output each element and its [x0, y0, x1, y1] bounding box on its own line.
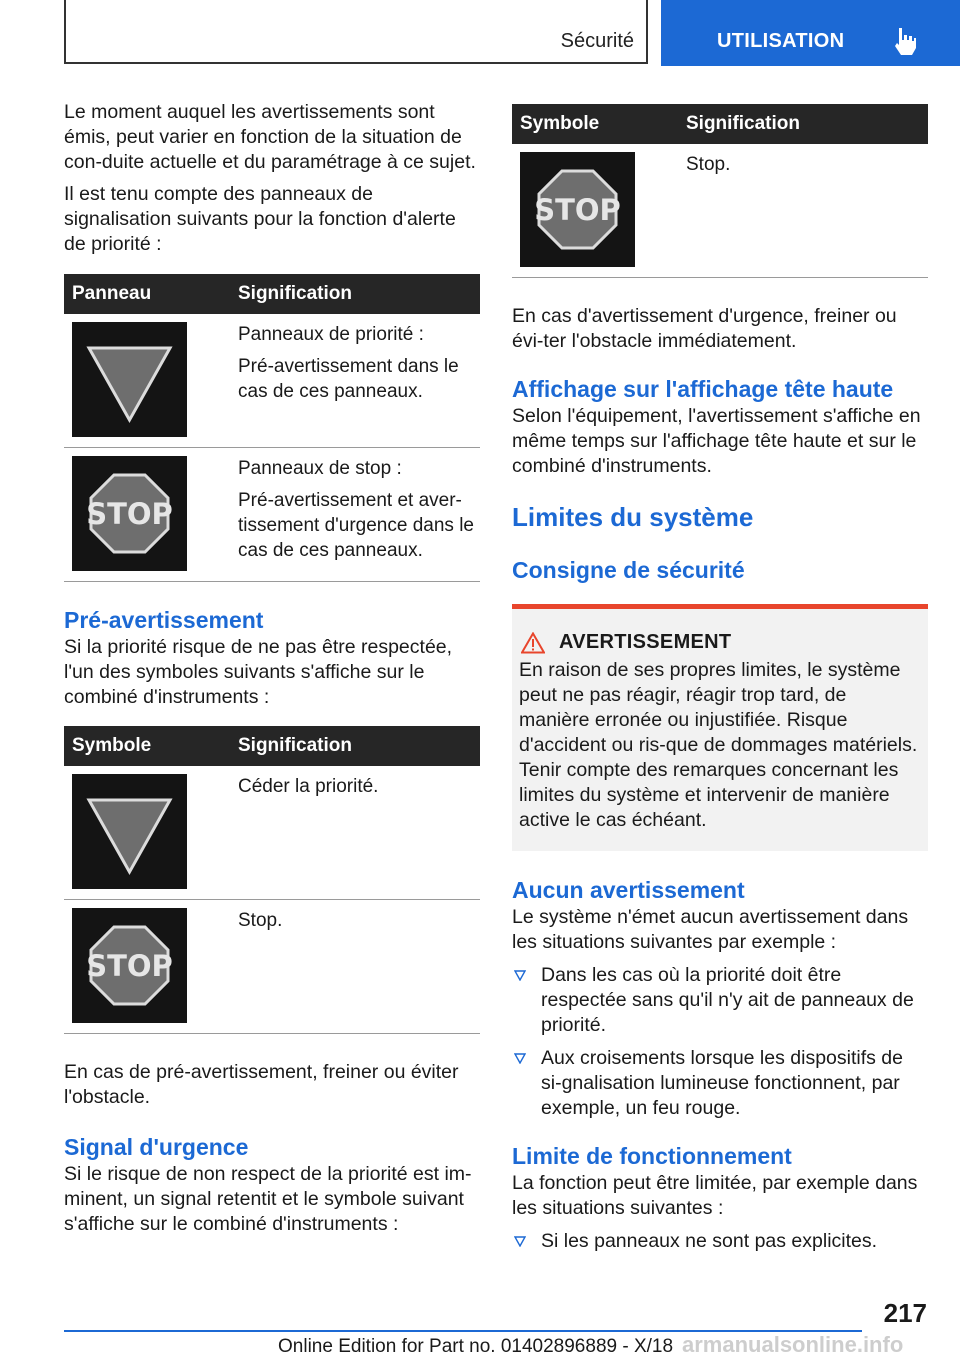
svg-text:STOP: STOP: [86, 497, 173, 531]
list-item-text: Aux croisements lorsque les dispositifs de si‐gnalisation lumineuse fonctionnent, par exemple, un feu rouge.: [541, 1047, 903, 1119]
warning-label: AVERTISSEMENT: [559, 631, 732, 653]
bullet-triangle-icon: [514, 1235, 526, 1247]
warning-header: [519, 631, 921, 654]
hud-text: Selon l'équipement, l'avertissement s'affiche en même temps sur l'affichage tête haute et sur le combiné d'instruments.: [512, 405, 921, 477]
pre-warning-text: Si la priorité risque de ne pas être respectée, l'un des symboles suivants s'affiche sur le combiné d'instruments :: [64, 636, 453, 708]
section-title-system-limits: Limites du système: [512, 502, 754, 532]
intro-paragraph-2: Il est tenu compte des panneaux de signalisation suivants pour la fonction d'alerte de priorité :: [64, 183, 456, 255]
warning-text: En raison de ses propres limites, le système peut ne pas réagir, réagir trop tard, de manière erronée ou injustifiée. Risque d'accident ou ris‐que de dommages matériels. Tenir compte des remarques concernant les limites du système et intervenir de manière active le cas échéant.: [519, 659, 918, 831]
section-title-function-limit: Limite de fonctionnement: [512, 1143, 792, 1169]
row-text: Céder la priorité.: [238, 776, 379, 797]
row-text-line-1: Panneaux de stop :: [238, 458, 402, 479]
table-header-meaning: Signification: [678, 104, 928, 144]
header-chapter-tab[interactable]: [661, 0, 960, 66]
stop-sign-icon: [72, 456, 187, 571]
list-item: [512, 1046, 928, 1121]
yield-sign-icon: [72, 322, 187, 437]
section-title-pre-warning: Pré-avertissement: [64, 607, 264, 633]
watermark-text: armanualsonline.info: [682, 1332, 904, 1357]
bullet-triangle-icon: [514, 1052, 526, 1064]
stop-sign-icon: [72, 908, 187, 1023]
warning-box: [512, 604, 928, 851]
left-column: [64, 100, 480, 1237]
stop-sign-icon: [520, 152, 635, 267]
table-row: [64, 900, 480, 1034]
table-row: [64, 448, 480, 582]
warning-triangle-icon: [521, 632, 545, 654]
intro-paragraph-1: Le moment auquel les avertissements sont émis, peut varier en fonction de la situation de con‐duite actuelle et du paramétrage à ce sujet.: [64, 101, 476, 173]
table-header-symbol: Symbole: [64, 726, 230, 766]
function-limit-list: [512, 1229, 928, 1254]
section-title-no-warning: Aucun avertissement: [512, 877, 745, 903]
signs-table: [64, 274, 480, 582]
row-text: Stop.: [686, 154, 731, 175]
pointing-hand-icon: [893, 26, 917, 56]
table-header-meaning: Signification: [230, 274, 480, 314]
urgent-after-text: En cas d'avertissement d'urgence, freiner ou évi‐ter l'obstacle immédiatement.: [512, 305, 897, 352]
no-warning-list: [512, 963, 928, 1121]
header-section-box: [64, 0, 648, 64]
pre-warning-after-text: En cas de pré-avertissement, freiner ou éviter l'obstacle.: [64, 1061, 459, 1108]
urgent-symbol-table: [512, 104, 928, 278]
table-header-row: [64, 274, 480, 314]
no-warning-text: Le système n'émet aucun avertissement dans les situations suivantes par exemple :: [512, 906, 909, 953]
table-header-panel: Panneau: [64, 274, 230, 314]
svg-text:STOP: STOP: [534, 193, 621, 227]
row-text-line-2: Pré-avertissement dans le cas de ces panneaux.: [238, 356, 459, 402]
table-header-meaning: Signification: [230, 726, 480, 766]
list-item-text: Si les panneaux ne sont pas explicites.: [541, 1230, 878, 1252]
table-header-row: [512, 104, 928, 144]
row-text-line-2: Pré-avertissement et aver‐tissement d'urgence dans le cas de ces panneaux.: [238, 490, 474, 561]
right-column: [512, 104, 928, 1254]
table-header-row: [64, 726, 480, 766]
svg-text:STOP: STOP: [86, 949, 173, 983]
table-row: [512, 144, 928, 278]
bullet-triangle-icon: [514, 969, 526, 981]
pre-warning-symbols-table: [64, 726, 480, 1034]
table-row: [64, 766, 480, 900]
page-number: 217: [883, 1298, 927, 1328]
section-title-hud: Affichage sur l'affichage tête haute: [512, 376, 894, 402]
urgent-signal-text: Si le risque de non respect de la priorité est im‐minent, un signal retentit et le symbole suivant s'affiche sur le combiné d'instruments :: [64, 1163, 472, 1235]
function-limit-text: La fonction peut être limitée, par exemple dans les situations suivantes :: [512, 1172, 918, 1219]
yield-sign-icon: [72, 774, 187, 889]
list-item-text: Dans les cas où la priorité doit être respectée sans qu'il n'y ait de panneaux de priorité.: [541, 964, 914, 1036]
footer-edition: Online Edition for Part no. 01402896889 - X/18: [278, 1336, 674, 1357]
list-item: [512, 1229, 928, 1254]
table-header-symbol: Symbole: [512, 104, 678, 144]
header-chapter-label: UTILISATION: [717, 30, 845, 52]
row-text-line-1: Panneaux de priorité :: [238, 324, 424, 345]
header-section-label: Sécurité: [560, 30, 634, 52]
section-title-safety: Consigne de sécurité: [512, 557, 745, 583]
section-title-urgent-signal: Signal d'urgence: [64, 1134, 249, 1160]
table-row: [64, 314, 480, 448]
list-item: [512, 963, 928, 1038]
row-text: Stop.: [238, 910, 283, 931]
